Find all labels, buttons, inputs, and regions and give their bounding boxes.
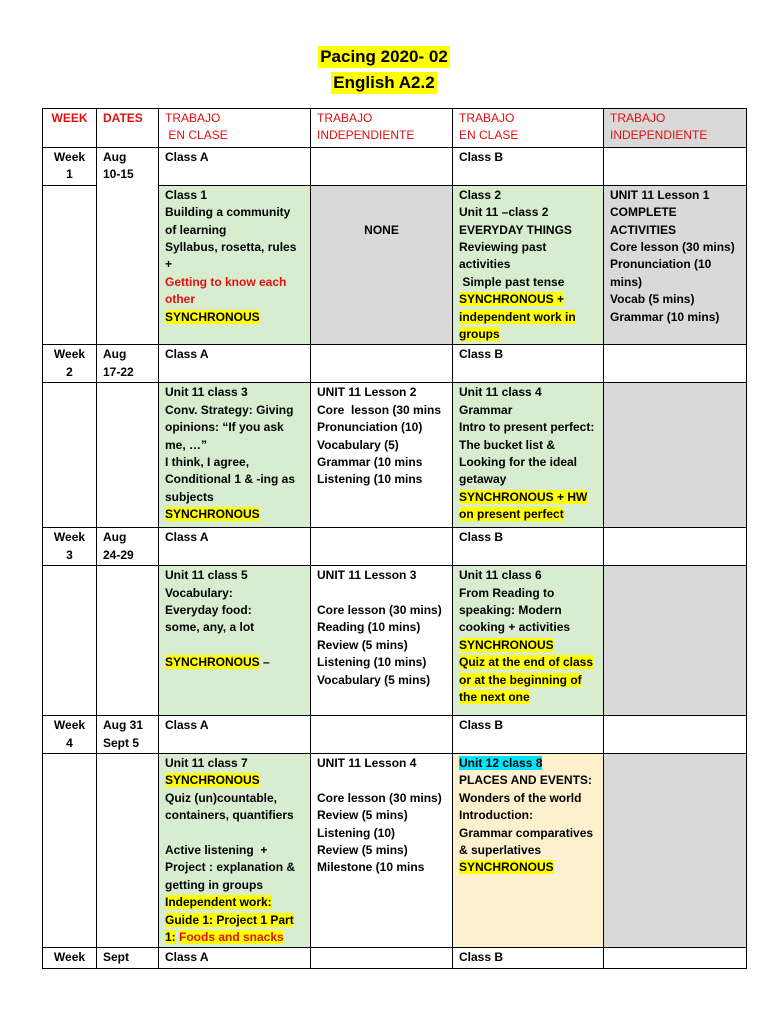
- empty-cell: [43, 753, 97, 947]
- class-a-content: Unit 11 class 5 Vocabulary: Everyday food: some, any, a lot SYNCHRONOUS –: [159, 566, 311, 716]
- title-line-2: English A2.2: [333, 73, 435, 92]
- header-dates: DATES: [97, 109, 159, 148]
- class-a-content: Class 1 Building a community of learning Syllabus, rosetta, rules + Getting to know each other SYNCHRONOUS: [159, 185, 311, 345]
- header-trabajo-indep-b: TRABAJO INDEPENDIENTE: [604, 109, 747, 148]
- empty-cell: [43, 383, 97, 528]
- empty-cell: [604, 383, 747, 528]
- week-cell: Week 4: [43, 716, 97, 754]
- pacing-table: [42, 108, 747, 969]
- empty-cell: [604, 566, 747, 716]
- week-cell: Week 1: [43, 148, 97, 186]
- dates-cell: Aug 24-29: [97, 528, 159, 566]
- dates-cell: Aug 31 Sept 5: [97, 716, 159, 754]
- class-b-label: Class B: [453, 345, 604, 383]
- class-b-content: Class 2 Unit 11 –class 2 EVERYDAY THINGS Reviewing past activities Simple past tense SYNCHRONOUS + independent work in groups: [453, 185, 604, 345]
- table-row: [43, 716, 747, 754]
- empty-cell: [311, 716, 453, 754]
- week-cell: Week: [43, 948, 97, 968]
- header-week: WEEK: [43, 109, 97, 148]
- independent-a-content: NONE: [311, 185, 453, 345]
- empty-cell: [97, 566, 159, 716]
- class-b-content: Unit 11 class 6 From Reading to speaking: Modern cooking + activities SYNCHRONOUS Quiz at the end of class or at the beginning of the next one: [453, 566, 604, 716]
- independent-b-content: UNIT 11 Lesson 1 COMPLETE ACTIVITIES Core lesson (30 mins) Pronunciation (10 mins) Vocab (5 mins) Grammar (10 mins): [604, 185, 747, 345]
- table-row: [43, 148, 747, 186]
- class-b-content: Unit 12 class 8 PLACES AND EVENTS: Wonders of the world Introduction: Grammar comparatives & superlatives SYNCHRONOUS: [453, 753, 604, 947]
- class-a-label: Class A: [159, 148, 311, 186]
- class-b-content: Unit 11 class 4 Grammar Intro to present perfect: The bucket list & Looking for the ideal getaway SYNCHRONOUS + HW on present perfect: [453, 383, 604, 528]
- week-cell: Week 2: [43, 345, 97, 383]
- table-row: [43, 528, 747, 566]
- table-row: [43, 383, 747, 528]
- empty-cell: [604, 148, 747, 186]
- table-row: [43, 566, 747, 716]
- independent-a-content: UNIT 11 Lesson 2 Core lesson (30 mins Pronunciation (10) Vocabulary (5) Grammar (10 mins Listening (10 mins: [311, 383, 453, 528]
- independent-a-content: UNIT 11 Lesson 4 Core lesson (30 mins) Review (5 mins) Listening (10) Review (5 mins) Milestone (10 mins: [311, 753, 453, 947]
- class-a-content: Unit 11 class 3 Conv. Strategy: Giving opinions: “If you ask me, …” I think, I agree, Conditional 1 & -ing as subjects SYNCHRONOUS: [159, 383, 311, 528]
- class-a-label: Class A: [159, 948, 311, 968]
- class-b-label: Class B: [453, 148, 604, 186]
- class-b-label: Class B: [453, 528, 604, 566]
- header-trabajo-indep-a: TRABAJO INDEPENDIENTE: [311, 109, 453, 148]
- class-a-label: Class A: [159, 716, 311, 754]
- table-row: [43, 345, 747, 383]
- class-a-content: Unit 11 class 7 SYNCHRONOUS Quiz (un)countable, containers, quantifiers Active listening + Project : explanation & getting in groups Independent work: Guide 1: Project 1 Part 1: Foods and snacks: [159, 753, 311, 947]
- class-b-label: Class B: [453, 716, 604, 754]
- empty-cell: [311, 148, 453, 186]
- empty-cell: [604, 948, 747, 968]
- dates-cell: Aug 17-22: [97, 345, 159, 383]
- header-trabajo-clase-b: TRABAJO EN CLASE: [453, 109, 604, 148]
- empty-cell: [43, 185, 97, 345]
- empty-cell: [311, 345, 453, 383]
- table-row: [43, 753, 747, 947]
- empty-cell: [604, 753, 747, 947]
- empty-cell: [97, 753, 159, 947]
- class-a-label: Class A: [159, 345, 311, 383]
- empty-cell: [604, 345, 747, 383]
- independent-a-content: UNIT 11 Lesson 3 Core lesson (30 mins) Reading (10 mins) Review (5 mins) Listening (10 mins) Vocabulary (5 mins): [311, 566, 453, 716]
- empty-cell: [97, 383, 159, 528]
- table-row: [43, 948, 747, 968]
- header-trabajo-clase-a: TRABAJO EN CLASE: [159, 109, 311, 148]
- empty-cell: [604, 716, 747, 754]
- week-cell: Week 3: [43, 528, 97, 566]
- page-title: [0, 46, 768, 98]
- empty-cell: [604, 528, 747, 566]
- dates-cell: Sept: [97, 948, 159, 968]
- dates-cell: Aug 10-15: [97, 148, 159, 345]
- class-b-label: Class B: [453, 948, 604, 968]
- class-a-label: Class A: [159, 528, 311, 566]
- empty-cell: [43, 566, 97, 716]
- empty-cell: [311, 948, 453, 968]
- empty-cell: [311, 528, 453, 566]
- header-row: [43, 109, 747, 148]
- title-line-1: Pacing 2020- 02: [320, 47, 448, 66]
